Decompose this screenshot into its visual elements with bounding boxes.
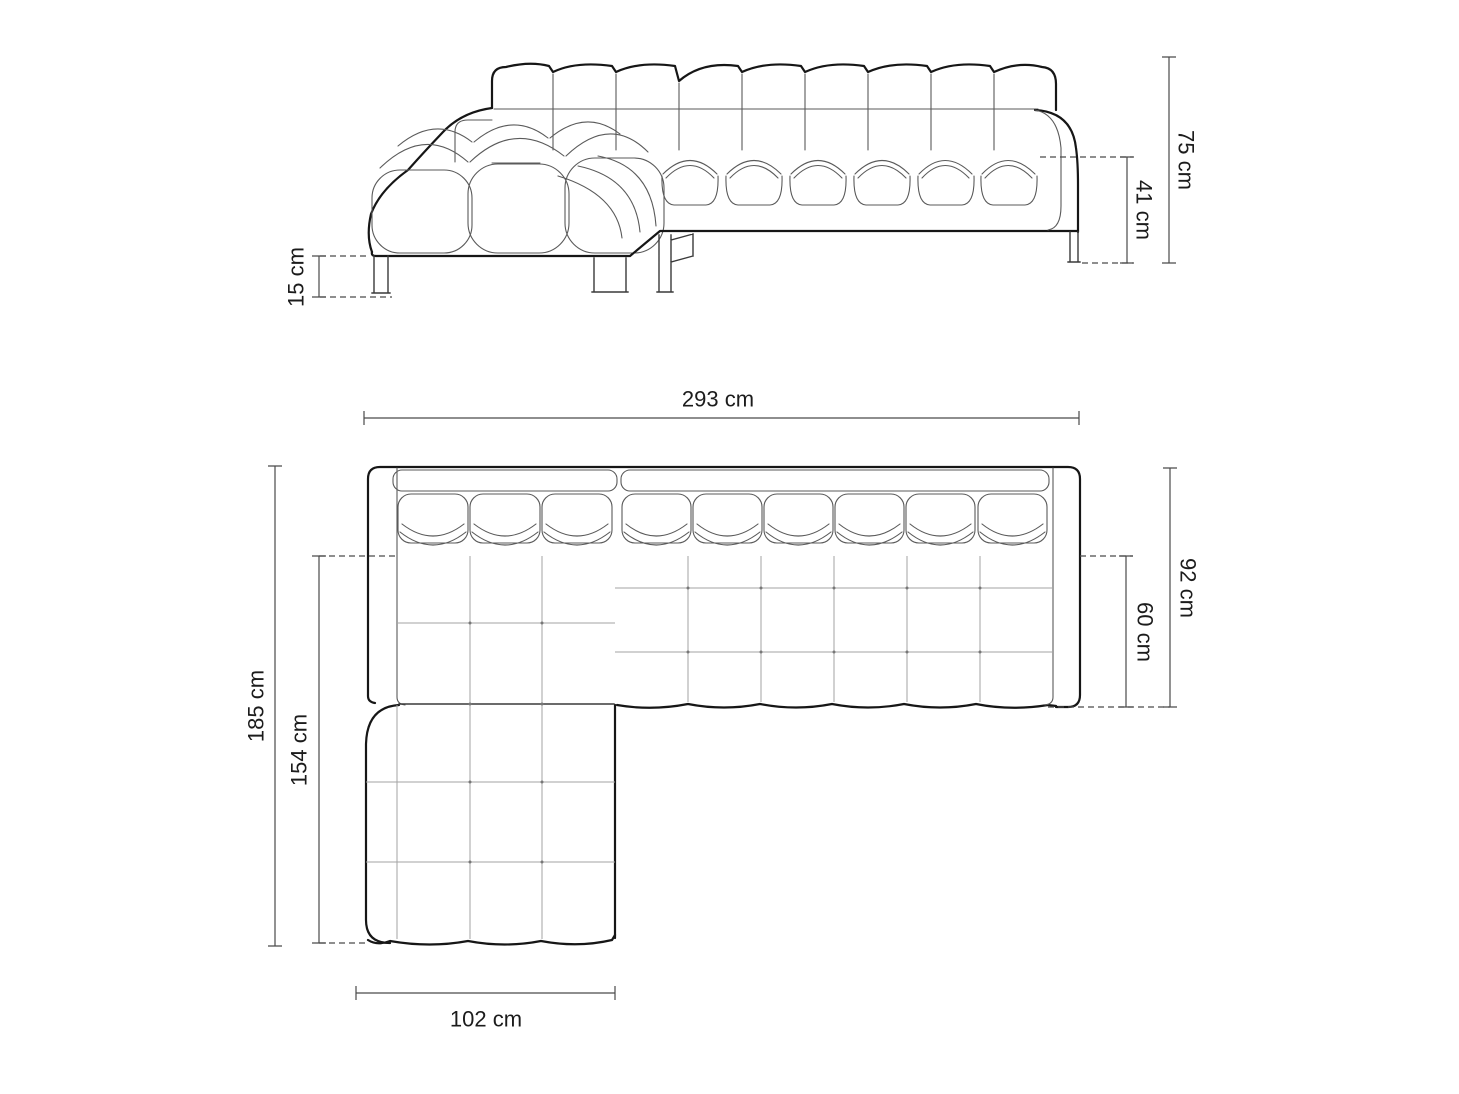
top-backrest-band-right (621, 470, 1049, 491)
dim-body-depth (1163, 468, 1201, 707)
dim-seat-height-label: 41 cm (1131, 180, 1157, 240)
top-view (244, 387, 1201, 1032)
front-backrest-tufting (494, 74, 1038, 150)
dim-seat-depth-line (1119, 556, 1133, 707)
top-chaise-front-edge (368, 935, 615, 945)
dim-chaise-length-label: 154 cm (286, 713, 312, 787)
dim-chaise-length (287, 556, 327, 943)
dim-body-depth-line (1163, 468, 1177, 707)
front-chaise-cushion-1 (372, 170, 472, 253)
front-view (284, 57, 1199, 307)
top-backrest-band-left (393, 470, 617, 491)
dim-total-depth-label: 185 cm (243, 669, 269, 743)
front-backrest-outline (492, 64, 1056, 110)
dim-total-depth (244, 466, 283, 946)
dim-seat-depth (1119, 556, 1158, 707)
dim-chaise-length-line (312, 556, 326, 943)
dim-chaise-width-label: 102 cm (449, 1006, 523, 1032)
front-right-arm-inner (1035, 110, 1061, 230)
top-seat-front-edge (617, 704, 1056, 708)
dim-total-depth-line (268, 466, 282, 946)
top-tuft-points (470, 588, 980, 862)
front-base-platform (372, 231, 1078, 256)
top-seat-grid (366, 556, 1053, 939)
dim-chaise-width-line (356, 986, 615, 1000)
front-chaise-cushion-2 (468, 164, 569, 253)
dim-total-height-label: 75 cm (1173, 130, 1199, 190)
dim-seat-depth-label: 60 cm (1132, 602, 1158, 662)
dim-total-width-line (364, 411, 1079, 425)
top-armrest-inner-lines (397, 468, 1053, 705)
dim-leg-height-line (312, 256, 326, 297)
dim-chaise-width (356, 986, 615, 1032)
dim-total-width (364, 387, 1079, 426)
dim-leg-height-label: 15 cm (283, 247, 309, 307)
dim-total-width-label: 293 cm (681, 386, 755, 412)
front-seat-cushions (662, 161, 1037, 206)
front-chaise-back-rows (380, 122, 648, 168)
top-reference-dashes (319, 556, 1170, 943)
dim-leg-height (284, 247, 327, 307)
top-back-cushion-scallops (400, 524, 1045, 545)
dim-body-depth-label: 92 cm (1175, 558, 1201, 618)
front-reference-dashes (320, 157, 1133, 297)
dim-total-height (1162, 57, 1199, 263)
front-legs (372, 232, 1080, 293)
dim-seat-height (1120, 157, 1157, 263)
